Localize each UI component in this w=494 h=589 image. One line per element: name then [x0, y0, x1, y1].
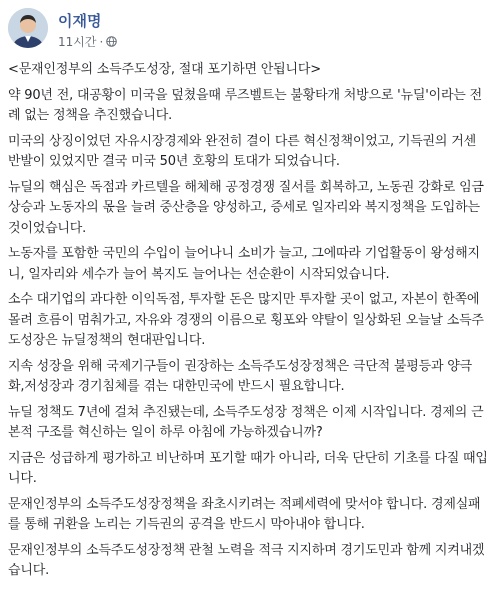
post-title: <문재인정부의 소득주도성장, 절대 포기하면 안됩니다> — [8, 62, 321, 77]
author-name[interactable]: 이재명 — [58, 12, 102, 30]
paragraph: 지속 성장을 위해 국제기구들이 권장하는 소득주도성장정책은 극단적 불평등과 양극화,저성장과 경기침체를 겪는 대한민국에 반드시 필요합니다. — [8, 358, 472, 394]
paragraph: 뉴딜의 핵심은 독점과 카르텔을 해체해 공정경쟁 질서를 회복하고, 노동권 강화로 임금상승과 노동자의 몫을 늘려 중산층을 양성하고, 증세로 일자리와 복지정책을 도입하는 것이었습니다. — [8, 179, 484, 236]
post-time[interactable]: 11시간 — [58, 35, 97, 49]
globe-icon[interactable] — [106, 36, 117, 47]
paragraph: 약 90년 전, 대공황이 미국을 덮쳤을때 루즈벨트는 불황타개 처방으로 '뉴딜'이라는 전례 없는 정책을 추진했습니다. — [8, 87, 482, 123]
post-body — [8, 60, 488, 587]
paragraph: 문재인정부의 소득주도성장정책을 좌초시키려는 적폐세력에 맞서야 합니다. 경제실패를 통해 귀환을 노리는 기득권의 공격을 반드시 막아내야 합니다. — [8, 496, 481, 532]
post-meta — [58, 33, 117, 50]
paragraph: 지금은 성급하게 평가하고 비난하며 포기할 때가 아니라, 더욱 단단히 기초를 다질 때입니다. — [8, 450, 488, 486]
meta-separator: · — [99, 34, 104, 49]
profile-avatar[interactable] — [8, 8, 48, 48]
paragraph: 문재인정부의 소득주도성장정책 관철 노력을 적극 지지하며 경기도민과 함께 지켜내겠습니다. — [8, 542, 485, 578]
paragraph: 노동자를 포함한 국민의 수입이 늘어나니 소비가 늘고, 그에따라 기업활동이 왕성해지니, 일자리와 세수가 늘어 복지도 늘어나는 선순환이 시작되었습니다. — [8, 246, 480, 282]
paragraph: 뉴딜 정책도 7년에 걸쳐 추진됐는데, 소득주도성장 정책은 이제 시작입니다. 경제의 근본적 구조를 혁신하는 일이 하루 아침에 가능하겠습니까? — [8, 404, 484, 440]
paragraph: 미국의 상징이었던 자유시장경제와 완전히 결이 다른 혁신정책이었고, 기득권의 거센 반발이 있었지만 결국 미국 50년 호황의 토대가 되었습니다. — [8, 133, 476, 169]
avatar-image — [8, 8, 48, 48]
paragraph: 소수 대기업의 과다한 이익독점, 투자할 돈은 많지만 투자할 곳이 없고, 자본이 한쪽에 몰려 흐름이 멈춰가고, 자유와 경쟁의 이름으로 횡포와 약탈이 일상화된 오늘날 소득주도성장은 뉴딜정책의 현대판입니다. — [8, 292, 484, 348]
